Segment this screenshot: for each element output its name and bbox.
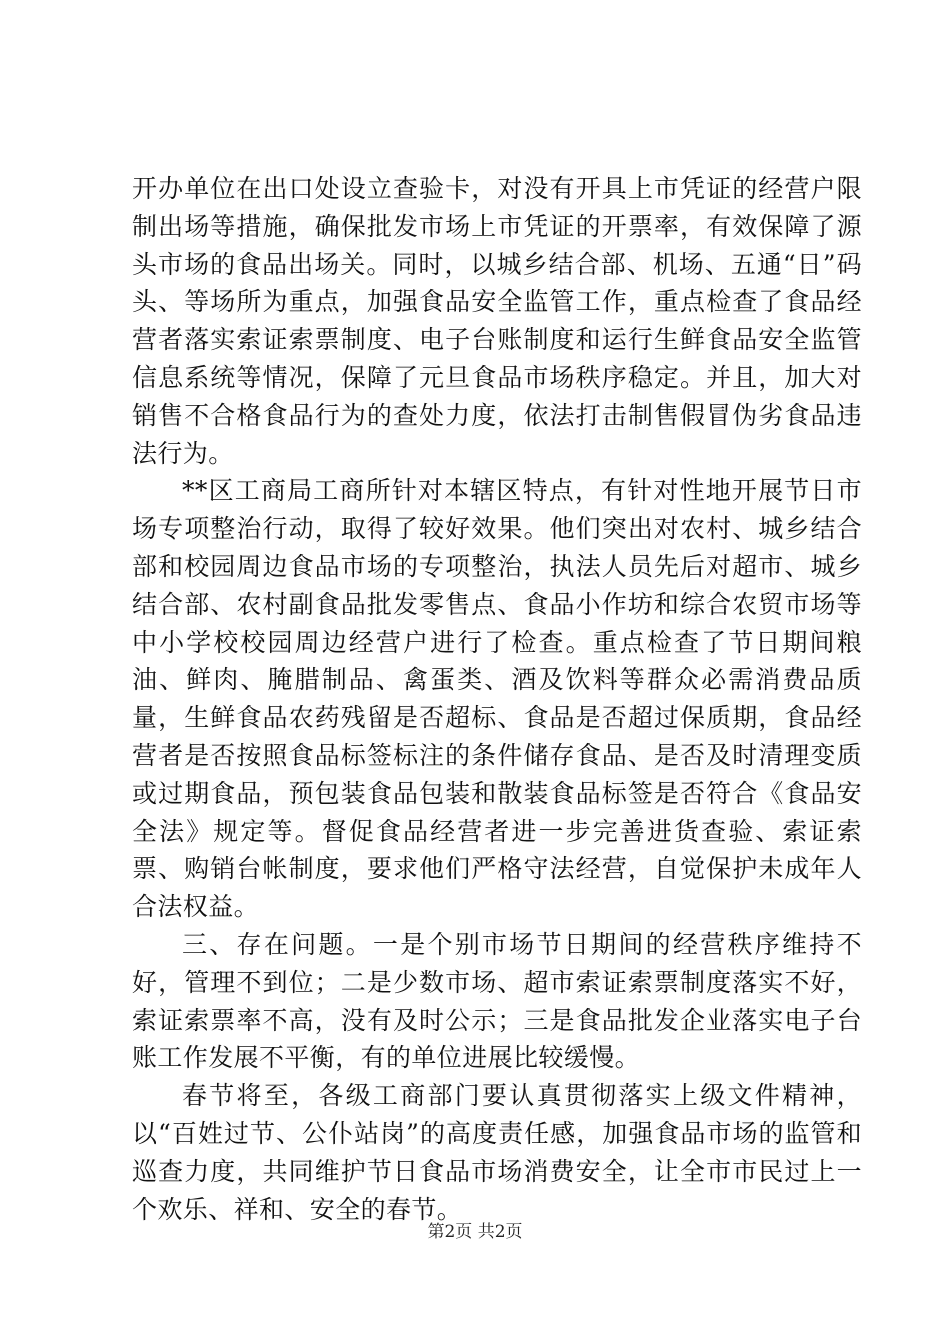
paragraph-existing-problems: 三、存在问题。一是个别市场节日期间的经营秩序维持不好，管理不到位；二是少数市场、超市索证索票制度落实不好，索证索票率不高，没有及时公示；三是食品批发企业落实电子台账工作发展不平衡，有的单位进展比较缓慢。 bbox=[132, 929, 862, 1073]
paragraph-continuation: 开办单位在出口处设立查验卡，对没有开具上市凭证的经营户限制出场等措施，确保批发市场上市凭证的开票率，有效保障了源头市场的食品出场关。同时，以城乡结合部、机场、五通“日”码头、等场所为重点，加强食品安全监管工作，重点检查了食品经营者落实索证索票制度、电子台账制度和运行生鲜食品安全监管信息系统等情况，保障了元旦食品市场秩序稳定。并且，加大对销售不合格食品行为的查处力度，依法打击制售假冒伪劣食品违法行为。 bbox=[132, 174, 862, 468]
paragraph-district-bureau: **区工商局工商所针对本辖区特点，有针对性地开展节日市场专项整治行动，取得了较好效果。他们突出对农村、城乡结合部和校园周边食品市场的专项整治，执法人员先后对超市、城乡结合部、农村副食品批发零售点、食品小作坊和综合农贸市场等中小学校校园周边经营户进行了检查。重点检查了节日期间粮油、鲜肉、腌腊制品、禽蛋类、酒及饮料等群众必需消费品质量，生鲜食品农药残留是否超标、食品是否超过保质期，食品经营者是否按照食品标签标注的条件储存食品、是否及时清理变质或过期食品，预包装食品包装和散装食品标签是否符合《食品安全法》规定等。督促食品经营者进一步完善进货查验、索证索票、购销台帐制度，要求他们严格守法经营，自觉保护未成年人合法权益。 bbox=[132, 476, 862, 922]
paragraph-spring-festival: 春节将至，各级工商部门要认真贯彻落实上级文件精神，以“百姓过节、公仆站岗”的高度责任感，加强食品市场的监管和巡查力度，共同维护节日食品市场消费安全，让全市市民过上一个欢乐、祥和、安全的春节。 bbox=[132, 1081, 862, 1224]
document-body bbox=[132, 170, 862, 1228]
page-number-footer: 第2页 共2页 bbox=[427, 1222, 523, 1242]
